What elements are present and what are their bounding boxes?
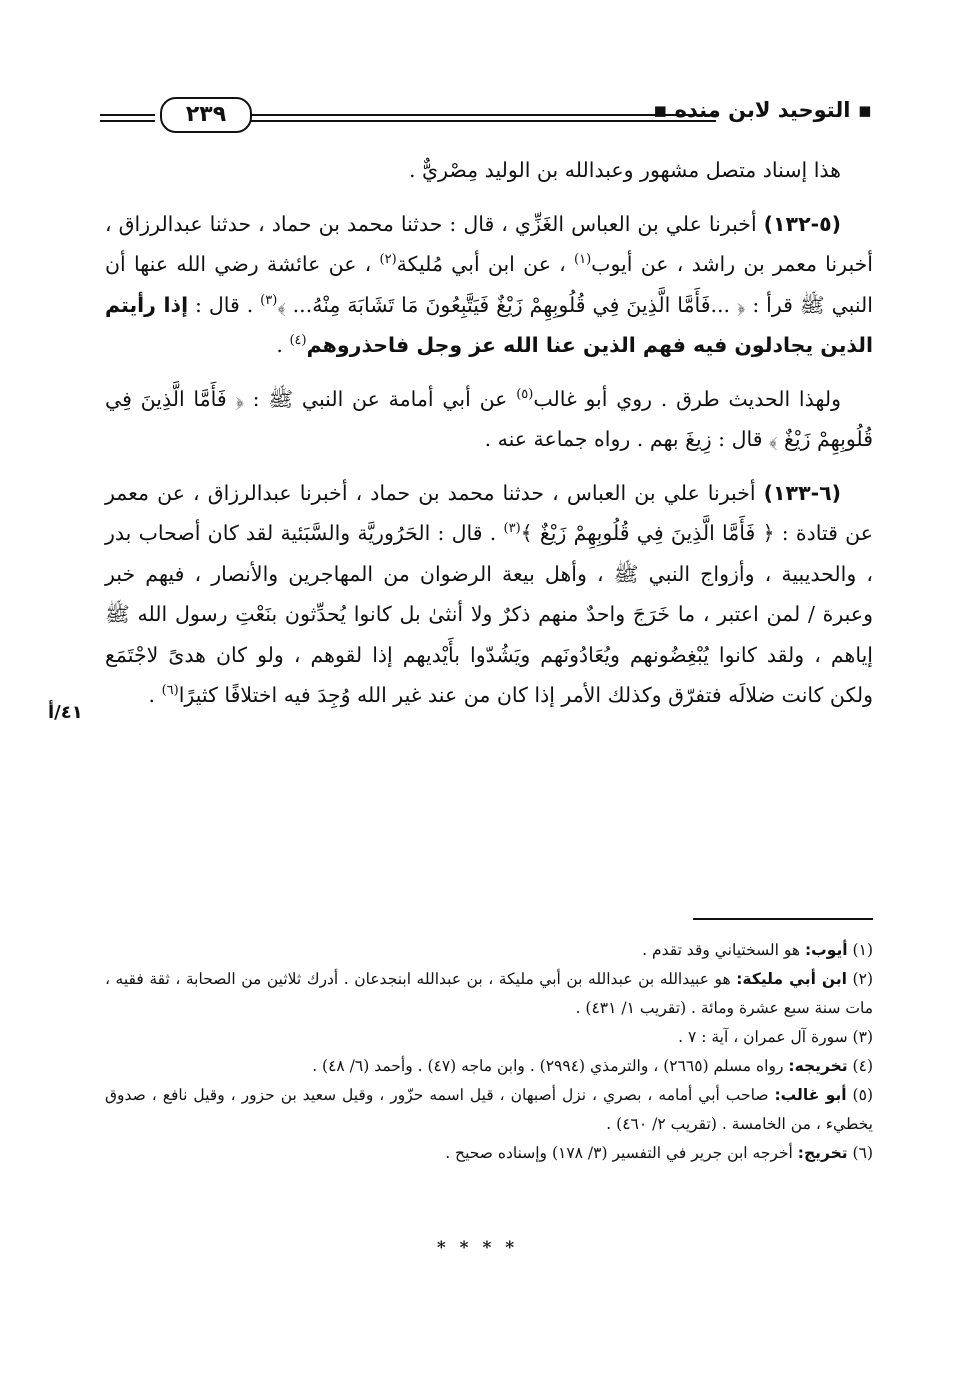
running-title: ▪ التوحيد لابن منده ▪ — [653, 98, 872, 122]
text-run: أخبرنا علي بن العباس الغَزِّي ، قال : حدثنا محمد بن حماد ، حدثنا عبدالرزاق ، أخبرنا معمر بن راشد ، عن أيوب — [105, 211, 873, 276]
page-header — [100, 92, 872, 142]
end-ornament: * * * * — [436, 1238, 519, 1258]
paragraph-turuq — [105, 379, 873, 460]
footnote-2 — [105, 965, 873, 1023]
paragraph-hadith-132 — [105, 204, 873, 366]
footnote-ref: (٥) — [516, 386, 534, 402]
text-run: ، عن عائشة رضي الله عنها أن النبي ﷺ قرأ : ﴿ ...فَأَمَّا الَّذِينَ فِي قُلُوبِهِمْ زَيْغٌ فَيَتَّبِعُونَ مَا تَشَابَهَ مِنْهُ... ﴾ — [105, 252, 873, 317]
footnote-text: هو عبيدالله بن عبدالله بن أبي مليكة ، بن عبدالله ابنجدعان . أدرك ثلاثين من الصحابة ، ثقة فقيه ، مات سنة سبع عشرة ومائة . (تقريب ١/ ٤٣١) . — [105, 970, 873, 1017]
paragraph-1: هذا إسناد متصل مشهور وعبدالله بن الوليد مِصْريٌّ . — [409, 158, 841, 182]
hadith-number: (٥-١٣٢) — [763, 211, 841, 236]
footnote-ref: (٢) — [379, 252, 397, 268]
header-rule-left — [100, 114, 155, 122]
footnote-ref: (١) — [574, 252, 592, 268]
header-rule — [250, 114, 716, 122]
footnote-3 — [105, 1023, 873, 1052]
footnote-label: ابن أبي مليكة: — [736, 970, 847, 988]
footnote-ref: (٣) — [503, 521, 521, 537]
footnote-ref: (٤) — [289, 333, 307, 349]
footnote-4 — [105, 1052, 873, 1081]
text-run: ، عن ابن أبي مُليكة — [396, 252, 575, 276]
text-run: عن أبي أمامة عن النبي ﷺ : ﴿ فَأَمَّا الَّذِينَ فِي قُلُوبِهِمْ زَيْغٌ ﴾ قال : زِيغَ بهم . رواه جماعة عنه . — [105, 386, 873, 451]
text-run: . قال : الحَرُوريَّة والسَّبَئية لقد كان أصحاب بدر ، والحديبية ، وأزواج النبي ﷺ ، وأهل بيعة الرضوان من المهاجرين والأنصار ، فيهم خبر وعبرة / لمن اعتبر ، ما خَرَجَ واحدٌ منهم ذكرٌ ولا أنثىٰ بل كانوا يُحدِّثون بنَعْتِ رسول الله ﷺ إياهم ، ولقد كانوا يُبْغِضُونهم ويُعَادُونَهم ويَشُدّوا بأَيْديهم إذا لقوهم ، ولو كان هدىً لاجْتَمَع ولكن كانت ضلالَه فتفرّق وكذلك الأمر إذا كان من عند غير الله وُجِدَ فيه اختلافًا كثيرًا — [105, 521, 873, 707]
hadith-matn: إذا رأيتم الذين يجادلون فيه فهم الذين عنا الله عز وجل فاحذروهم — [105, 292, 873, 357]
footnote-number: (١) — [852, 941, 873, 959]
page-number: ٢٣٩ — [160, 97, 252, 133]
text-run: . قال : — [188, 292, 261, 317]
footnote-ref: (٦) — [161, 683, 179, 699]
footnote-label: أيوب: — [804, 941, 848, 959]
text-run: أخبرنا علي بن العباس ، حدثنا محمد بن حماد ، أخبرنا عبدالرزاق ، عن معمر عن قتادة : ﴿ فَأَمَّا الَّذِينَ فِي قُلُوبِهِمْ زَيْغٌ ﴾ — [105, 480, 873, 545]
footnote-number: (٦) — [852, 1144, 873, 1162]
footnote-text: أخرجه ابن جرير في التفسير (٣/ ١٧٨) وإسناده صحيح . — [445, 1144, 798, 1162]
footnote-separator — [693, 918, 873, 920]
footnote-text: رواه مسلم (٢٦٦٥) ، والترمذي (٢٩٩٤) . وابن ماجه (٤٧) . وأحمد (٦/ ٤٨) . — [312, 1057, 789, 1075]
manuscript-folio-mark: ٤١/أ — [48, 702, 83, 723]
footnote-text: سورة آل عمران ، آية : ٧ . — [678, 1028, 848, 1046]
footnote-number: (٥) — [852, 1086, 873, 1104]
footnote-5 — [105, 1081, 873, 1139]
footnote-label: أبو غالب: — [774, 1086, 847, 1104]
footnote-text: هو السختياني وقد تقدم . — [642, 941, 805, 959]
footnotes — [105, 936, 873, 1168]
footnote-label: تخريج: — [797, 1144, 848, 1162]
footnote-number: (٢) — [852, 970, 873, 988]
text-run: . — [276, 333, 290, 357]
footnote-number: (٣) — [852, 1028, 873, 1046]
footnote-label: تخريجه: — [788, 1057, 848, 1075]
footnote-1 — [105, 936, 873, 965]
text-run: ولهذا الحديث طرق . روي أبو غالب — [533, 386, 841, 411]
footnote-number: (٤) — [852, 1057, 873, 1075]
hadith-number: (٦-١٣٣) — [763, 480, 841, 505]
footnote-6 — [105, 1139, 873, 1168]
paragraph-hadith-133 — [105, 473, 873, 716]
footnote-ref: (٣) — [260, 292, 278, 308]
text-run: . — [148, 683, 162, 707]
main-text — [105, 150, 873, 716]
footnote-text: صاحب أبي أمامه ، بصري ، نزل أصبهان ، قيل اسمه حزّور ، وقيل سعيد بن حزور ، وقيل نافع ، صدوق يخطيء ، من الخامسة . (تقريب ٢/ ٤٦٠) . — [105, 1086, 873, 1133]
